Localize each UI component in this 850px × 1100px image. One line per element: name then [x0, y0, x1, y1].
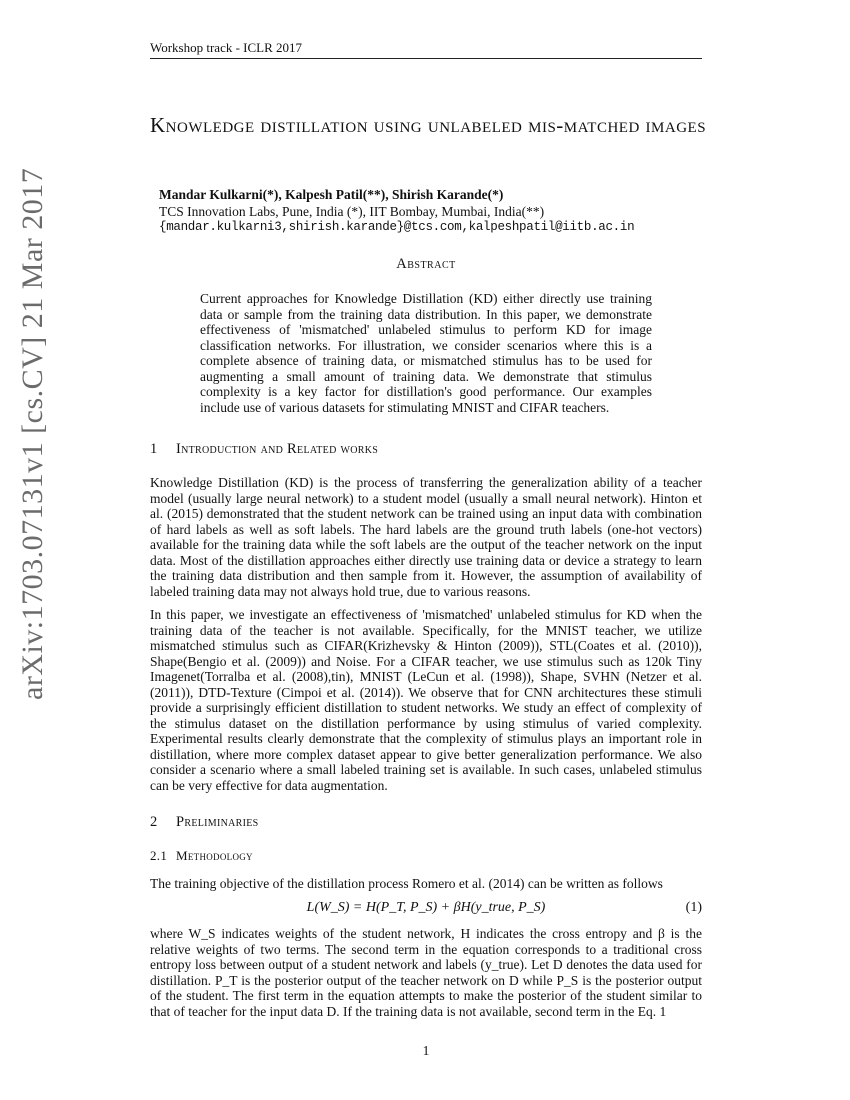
header-rule: [150, 58, 702, 59]
equation-1-body: L(W_S) = H(P_T, P_S) + βH(y_true, P_S): [306, 900, 546, 915]
affiliation: TCS Innovation Labs, Pune, India (*), IIT Bombay, Mumbai, India(**): [159, 204, 545, 219]
section-2-title: Preliminaries: [176, 814, 259, 830]
page-number: 1: [422, 1043, 430, 1058]
abstract-body: Current approaches for Knowledge Distillation (KD) either directly use training data or sample from the training data distribution. In this paper, we demonstrate effectiveness of 'mismatched' unlabeled stimulus to perform KD for image classification networks. For illustration, we consider scenarios where this is a complete absence of training data, or mismatched stimulus has to be used for augmenting a small amount of training data. We demonstrate that stimulus complexity is a key factor for distillation's good performance. Our examples include use of various datasets for stimulating MNIST and CIFAR teachers.: [200, 291, 652, 415]
methodology-paragraph: where W_S indicates weights of the student network, H indicates the cross entropy and β is the relative weights of two terms. The second term in the equation corresponds to a traditional cross entropy loss between output of a student network and labels (y_true). Let D denotes the data used for distillation. P_T is the posterior output of the teacher network on D while P_S is the posterior output of the student. The first term in the equation attempts to make the posterior of the student similar to that of teacher for the input data D. If the training data is not available, second term in the Eq. 1: [150, 926, 702, 1019]
subsection-2-1-heading: [150, 848, 253, 864]
intro-paragraph-1: Knowledge Distillation (KD) is the process of transferring the generalization ability of a teacher model (usually large neural network) to a student model (usually a small neural network). Hinton et al. (2015) demonstrated that the student network can be trained using an input data with combination of hard labels as well as soft labels. The hard labels are the ground truth labels (one-hot vectors) available for the training data while the soft labels are the output of the teacher network on the input data. Most of the distillation approaches either directly use training data or device a strategy to learn the training data distribution and then sample from it. However, the assumption of availability of labeled training data may not always hold true, due to various reasons.: [150, 475, 702, 599]
equation-1: [150, 900, 702, 918]
section-1-heading: [150, 441, 378, 458]
section-1-number: 1: [150, 441, 158, 457]
author-emails: {mandar.kulkarni3,shirish.karande}@tcs.com,kalpeshpatil@iitb.ac.in: [159, 220, 635, 234]
section-2-heading: [150, 814, 259, 831]
paper-title: Knowledge distillation using unlabeled mis-matched images: [150, 113, 707, 137]
abstract-heading: Abstract: [396, 256, 456, 272]
arxiv-stamp: arXiv:1703.07131v1 [cs.CV] 21 Mar 2017: [16, 167, 49, 700]
section-1-title: Introduction and Related works: [176, 441, 379, 457]
subsection-2-1-title: Methodology: [176, 848, 253, 863]
intro-paragraph-2: In this paper, we investigate an effectiveness of 'mismatched' unlabeled stimulus for KD when the training data of the teacher is not available. Specifically, for the MNIST teacher, we utilize mismatched stimulus such as CIFAR(Krizhevsky & Hinton (2009)), STL(Coates et al. (2010)), Shape(Bengio et al. (2009)) and Noise. For a CIFAR teacher, we use stimulus such as 120k Tiny Imagenet(Torralba et al. (2008),tin), MNIST (LeCun et al. (1998)), Shape, SVHN (Netzer et al. (2011)), DTD-Texture (Cimpoi et al. (2014)). We observe that for CNN architectures these stimuli provide a surprisingly efficient distillation to student networks. We study an effect of complexity of the stimulus dataset on the distillation performance by using stimulus of varied complexity. Experimental results clearly demonstrate that the complexity of stimulus plays an important role in distillation, where more complex dataset appear to give better generalization performance. We also consider a scenario where a small labeled training set is available. In such cases, unlabeled stimulus can be very effective for data augmentation.: [150, 607, 702, 793]
running-header: Workshop track - ICLR 2017: [150, 40, 303, 55]
author-list: Mandar Kulkarni(*), Kalpesh Patil(**), Shirish Karande(*): [159, 187, 504, 202]
subsection-2-1-number: 2.1: [150, 848, 168, 863]
section-2-number: 2: [150, 814, 158, 830]
equation-1-number: (1): [685, 900, 702, 915]
methodology-intro: The training objective of the distillation process Romero et al. (2014) can be written as follows: [150, 876, 663, 891]
